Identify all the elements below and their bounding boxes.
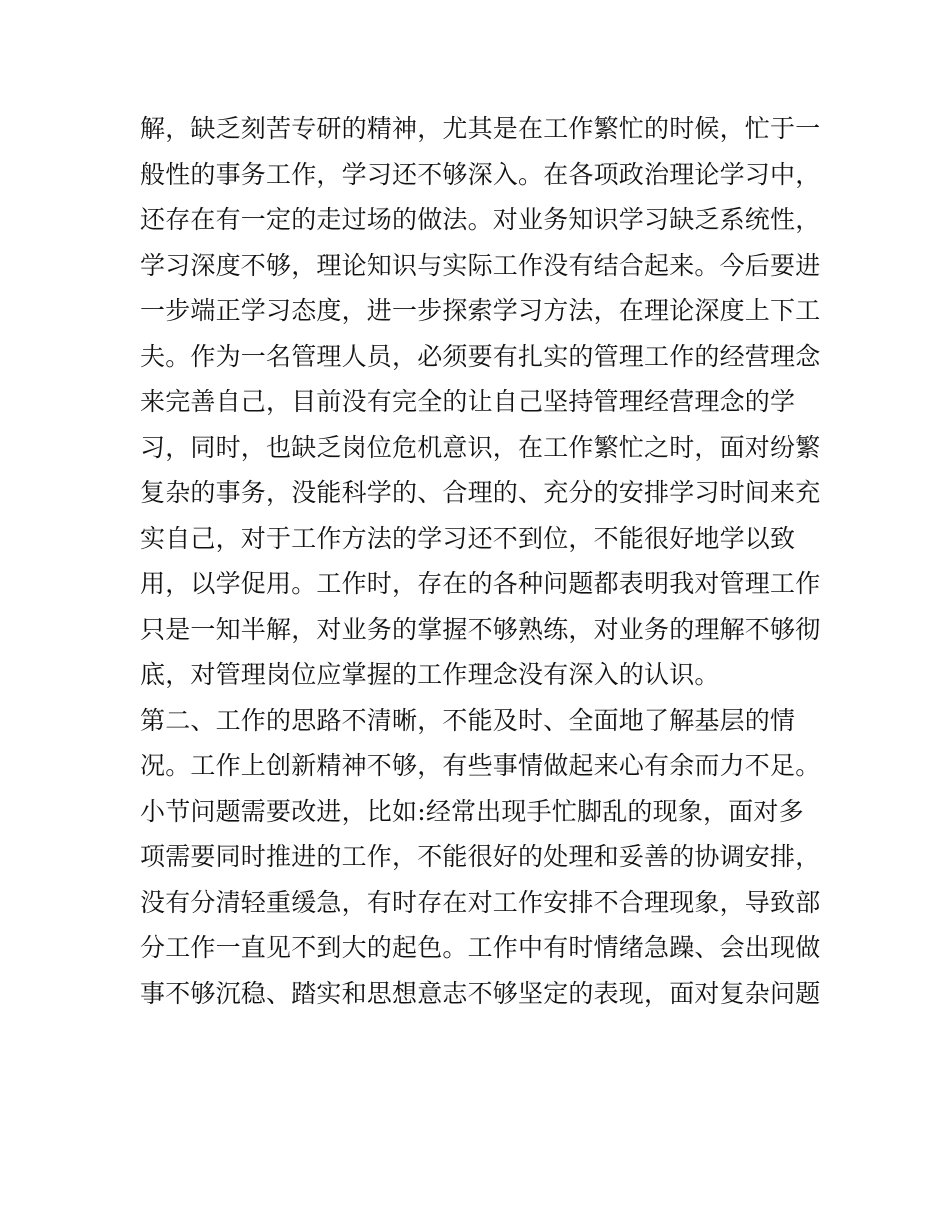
text-line: 夫。作为一名管理人员，必须要有扎实的管理工作的经营理念 bbox=[140, 341, 821, 371]
text-line: 习，同时，也缺乏岗位危机意识，在工作繁忙之时，面对纷繁 bbox=[140, 432, 821, 462]
text-line: 没有分清轻重缓急，有时存在对工作安排不合理现象，导致部 bbox=[140, 887, 821, 917]
text-line: 项需要同时推进的工作，不能很好的处理和妥善的协调安排， bbox=[140, 842, 821, 871]
text-line: 底，对管理岗位应掌握的工作理念没有深入的认识。 bbox=[140, 660, 720, 689]
text-line: 况。工作上创新精神不够，有些事情做起来心有余而力不足。 bbox=[140, 751, 821, 780]
text-line: 用，以学促用。工作时，存在的各种问题都表明我对管理工作 bbox=[140, 569, 821, 598]
document-body bbox=[140, 106, 820, 1016]
text-line: 复杂的事务，没能科学的、合理的、充分的安排学习时间来充 bbox=[140, 478, 821, 507]
text-line: 只是一知半解，对业务的掌握不够熟练，对业务的理解不够彻 bbox=[140, 614, 821, 644]
text-line: 事不够沉稳、踏实和思想意志不够坚定的表现，面对复杂问题 bbox=[140, 978, 821, 1008]
text-line: 实自己，对于工作方法的学习还不到位，不能很好地学以致 bbox=[140, 523, 796, 553]
text-line: 学习深度不够，理论知识与实际工作没有结合起来。今后要进 bbox=[140, 250, 821, 280]
text-line: 小节问题需要改进，比如:经常出现手忙脚乱的现象，面对多 bbox=[140, 796, 804, 826]
text-line: 一步端正学习态度，进一步探索学习方法，在理论深度上下工 bbox=[140, 296, 821, 325]
text-line: 解，缺乏刻苦专研的精神，尤其是在工作繁忙的时候，忙于一 bbox=[140, 114, 821, 143]
text-line: 还存在有一定的走过场的做法。对业务知识学习缺乏系统性， bbox=[140, 205, 821, 234]
text-line: 般性的事务工作，学习还不够深入。在各项政治理论学习中， bbox=[140, 159, 821, 189]
text-line: 第二、工作的思路不清晰，不能及时、全面地了解基层的情 bbox=[140, 705, 796, 735]
text-line: 分工作一直见不到大的起色。工作中有时情绪急躁、会出现做 bbox=[140, 933, 821, 962]
text-line: 来完善自己，目前没有完全的让自己坚持管理经营理念的学 bbox=[140, 387, 796, 416]
